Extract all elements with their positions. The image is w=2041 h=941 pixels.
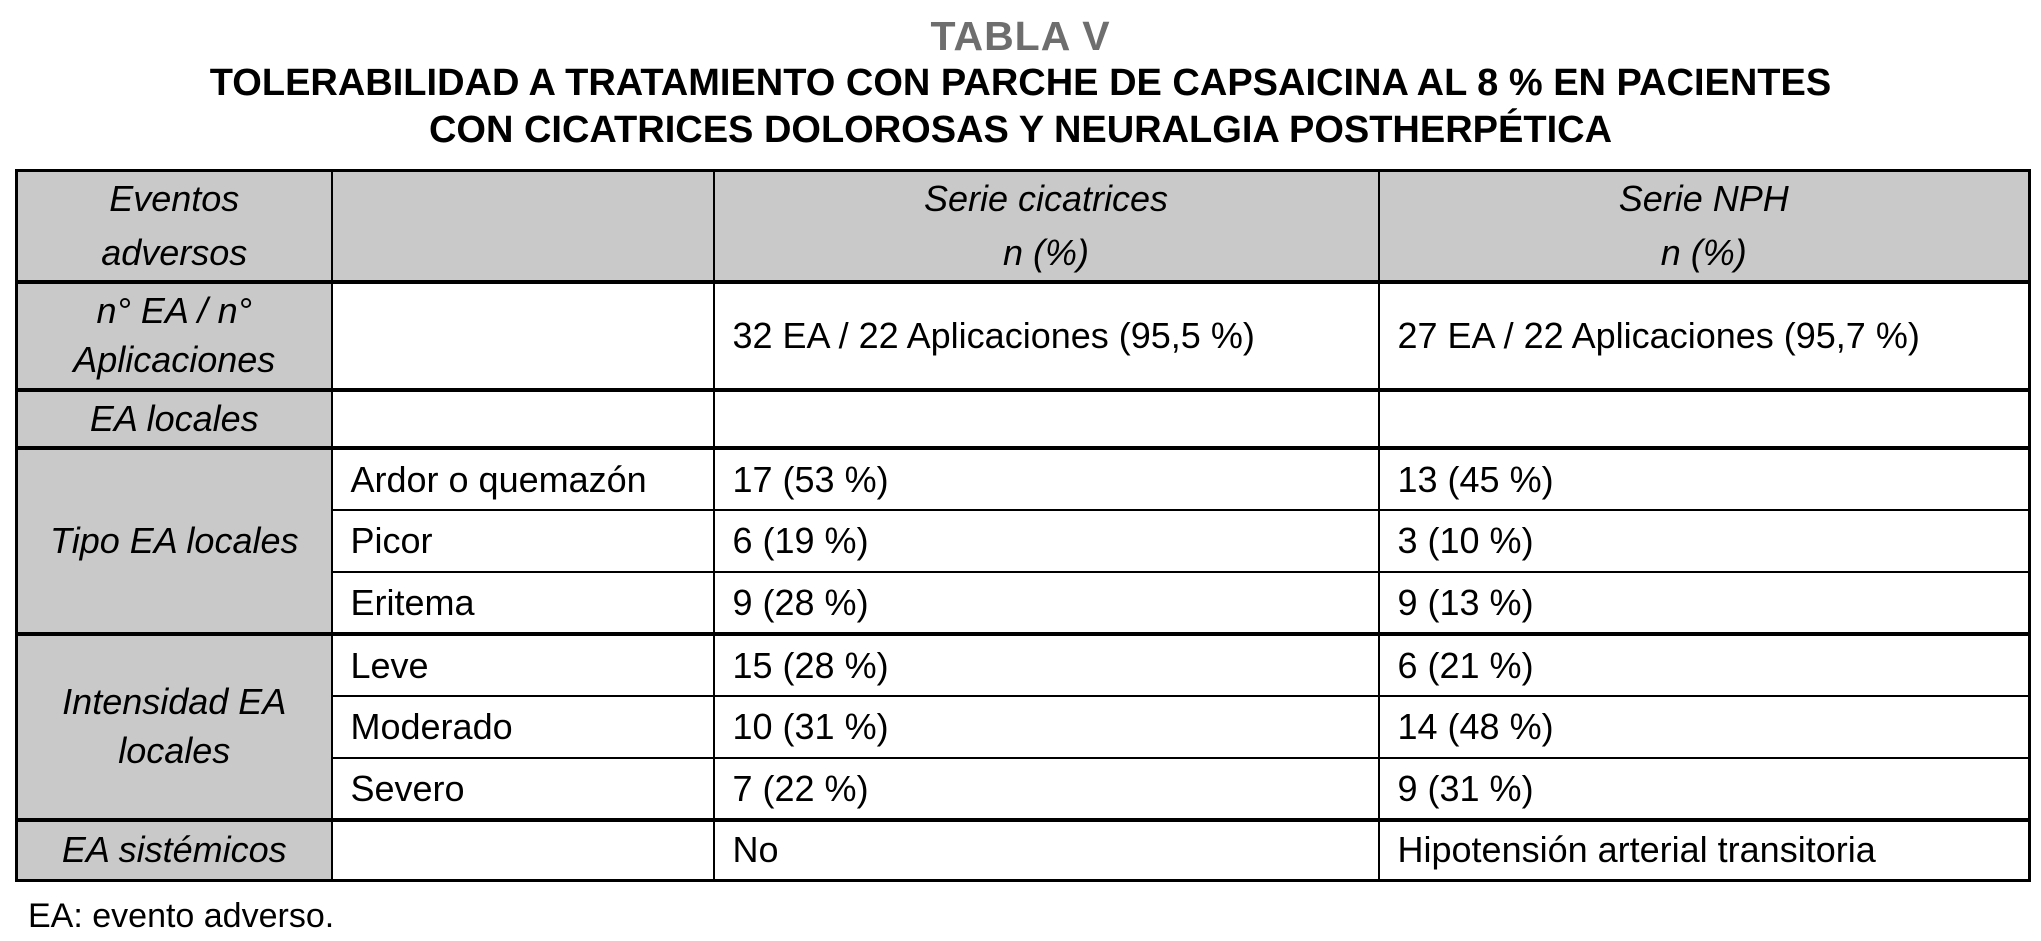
label-cell: EA sistémicos — [17, 820, 332, 880]
nph-value-cell: 27 EA / 22 Aplicaciones (95,7 %) — [1379, 282, 2030, 390]
table-title-line-1: TOLERABILIDAD A TRATAMIENTO CON PARCHE DE CAPSAICINA AL 8 % EN PACIENTES — [209, 62, 1832, 104]
header-serie-nph — [1379, 171, 2030, 283]
cicatrices-value-cell: 9 (28 %) — [714, 572, 1379, 634]
label-cell-tipo-ea-locales: Tipo EA locales — [17, 448, 332, 634]
header-eventos-line1: Eventos — [109, 178, 240, 219]
sub-label-cell — [332, 282, 714, 390]
cicatrices-value-cell: 7 (22 %) — [714, 758, 1379, 820]
title-block — [0, 0, 2041, 149]
row-ardor — [17, 448, 2030, 510]
nph-value-cell: Hipotensión arterial transitoria — [1379, 820, 2030, 880]
nph-value-cell: 9 (31 %) — [1379, 758, 2030, 820]
row-ea-sistemicos — [17, 820, 2030, 880]
sub-label-cell: Eritema — [332, 572, 714, 634]
table-number-heading: TABLA V — [930, 13, 1111, 59]
nph-value-cell: 14 (48 %) — [1379, 696, 2030, 758]
sub-label-cell: Severo — [332, 758, 714, 820]
nph-value-cell — [1379, 390, 2030, 448]
cicatrices-value-cell: 6 (19 %) — [714, 510, 1379, 572]
header-eventos-adversos — [17, 171, 332, 283]
table-footnote: EA: evento adverso. — [28, 896, 335, 935]
nph-value-cell: 13 (45 %) — [1379, 448, 2030, 510]
cicatrices-value-cell: 32 EA / 22 Aplicaciones (95,5 %) — [714, 282, 1379, 390]
label-cell: n° EA / n° Aplicaciones — [17, 282, 332, 390]
sub-label-cell: Moderado — [332, 696, 714, 758]
cicatrices-value-cell: 15 (28 %) — [714, 634, 1379, 696]
row-leve — [17, 634, 2030, 696]
row-aplicaciones — [17, 282, 2030, 390]
table-title-line-2: CON CICATRICES DOLOROSAS Y NEURALGIA POSTHERPÉTICA — [428, 109, 1613, 151]
header-cicatrices-line1: Serie cicatrices — [923, 178, 1169, 219]
nph-value-cell: 3 (10 %) — [1379, 510, 2030, 572]
header-empty-cell — [332, 171, 714, 283]
cicatrices-value-cell — [714, 390, 1379, 448]
sub-label-cell: Leve — [332, 634, 714, 696]
label-cell-intensidad-ea-locales: Intensidad EA locales — [17, 634, 332, 820]
header-cicatrices-line2: n (%) — [1002, 232, 1089, 273]
row-ea-locales — [17, 390, 2030, 448]
cicatrices-value-cell: 17 (53 %) — [714, 448, 1379, 510]
label-cell: EA locales — [17, 390, 332, 448]
header-row — [17, 171, 2030, 283]
nph-value-cell: 6 (21 %) — [1379, 634, 2030, 696]
nph-value-cell: 9 (13 %) — [1379, 572, 2030, 634]
sub-label-cell — [332, 390, 714, 448]
tolerability-table — [15, 169, 2031, 882]
sub-label-cell: Ardor o quemazón — [332, 448, 714, 510]
header-nph-line2: n (%) — [1660, 232, 1747, 273]
header-nph-line1: Serie NPH — [1618, 178, 1789, 219]
header-serie-cicatrices — [714, 171, 1379, 283]
cicatrices-value-cell: No — [714, 820, 1379, 880]
header-eventos-line2: adversos — [101, 232, 248, 273]
sub-label-cell — [332, 820, 714, 880]
cicatrices-value-cell: 10 (31 %) — [714, 696, 1379, 758]
sub-label-cell: Picor — [332, 510, 714, 572]
